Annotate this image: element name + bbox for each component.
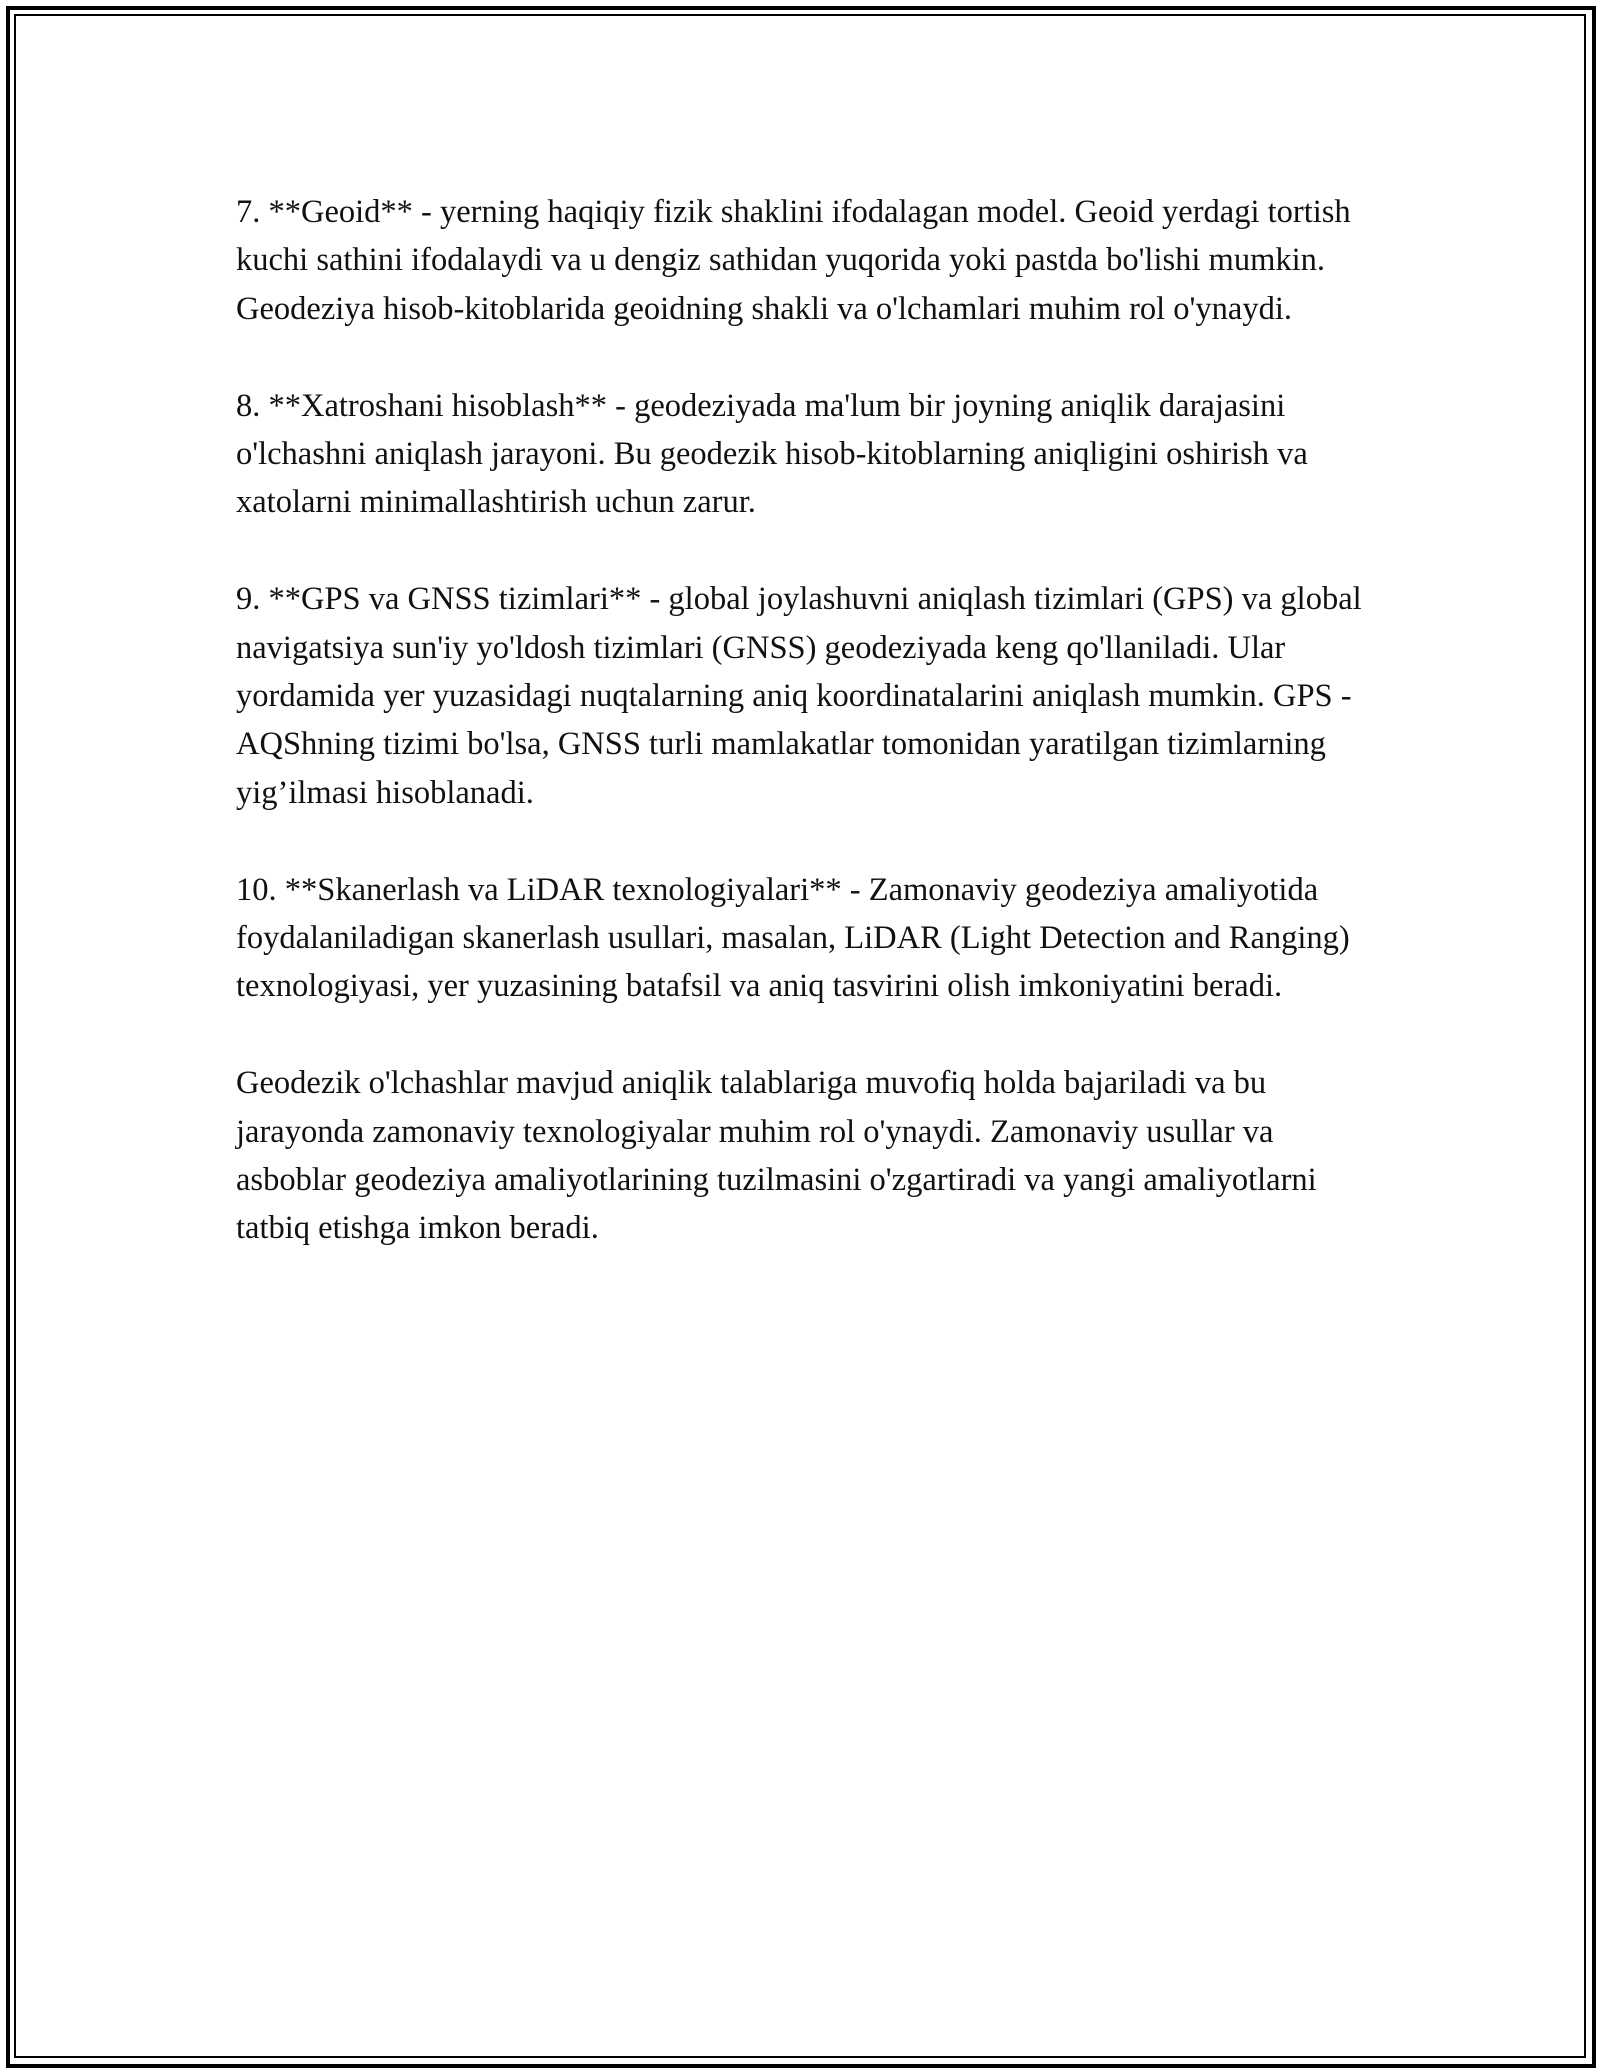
paragraph-gps-gnss: 9. **GPS va GNSS tizimlari** - global joylashuvni aniqlash tizimlari (GPS) va global navigatsiya sun'iy yo'ldosh tizimlari (GNSS) geodeziyada keng qo'llaniladi. Ular yordamida yer yuzasidagi nuqtalarning aniq koordinatalarini aniqlash mumkin. GPS - AQShning tizimi bo'lsa, GNSS turli mamlakatlar tomonidan yaratilgan tizimlarning yig’ilmasi hisoblanadi. (236, 581, 1362, 811)
paragraph-skanerlash-lidar: 10. **Skanerlash va LiDAR texnologiyalari** - Zamonaviy geodeziya amaliyotida foydalaniladigan skanerlash usullari, masalan, LiDAR (Light Detection and Ranging) texnologiyasi, yer yuzasining batafsil va aniq tasvirini olish imkoniyatini beradi. (236, 871, 1350, 1005)
page-content (236, 188, 1376, 1301)
paragraph-conclusion: Geodezik o'lchashlar mavjud aniqlik talablariga muvofiq holda bajariladi va bu jarayonda zamonaviy texnologiyalar muhim rol o'ynaydi. Zamonaviy usullar va asboblar geodeziya amaliyotlarining tuzilmasini o'zgartiradi va yangi amaliyotlarni tatbiq etishga imkon beradi. (236, 1065, 1317, 1247)
paragraph-geoid: 7. **Geoid** - yerning haqiqiy fizik shaklini ifodalagan model. Geoid yerdagi tortish kuchi sathini ifodalaydi va u dengiz sathidan yuqorida yoki pastda bo'lishi mumkin. Geodeziya hisob-kitoblarida geoidning shakli va o'lchamlari muhim rol o'ynaydi. (236, 194, 1351, 327)
paragraph-xatroshani-hisoblash: 8. **Xatroshani hisoblash** - geodeziyada ma'lum bir joyning aniqlik darajasini o'lchashni aniqlash jarayoni. Bu geodezik hisob-kitoblarning aniqligini oshirish va xatolarni minimallashtirish uchun zarur. (236, 387, 1308, 521)
